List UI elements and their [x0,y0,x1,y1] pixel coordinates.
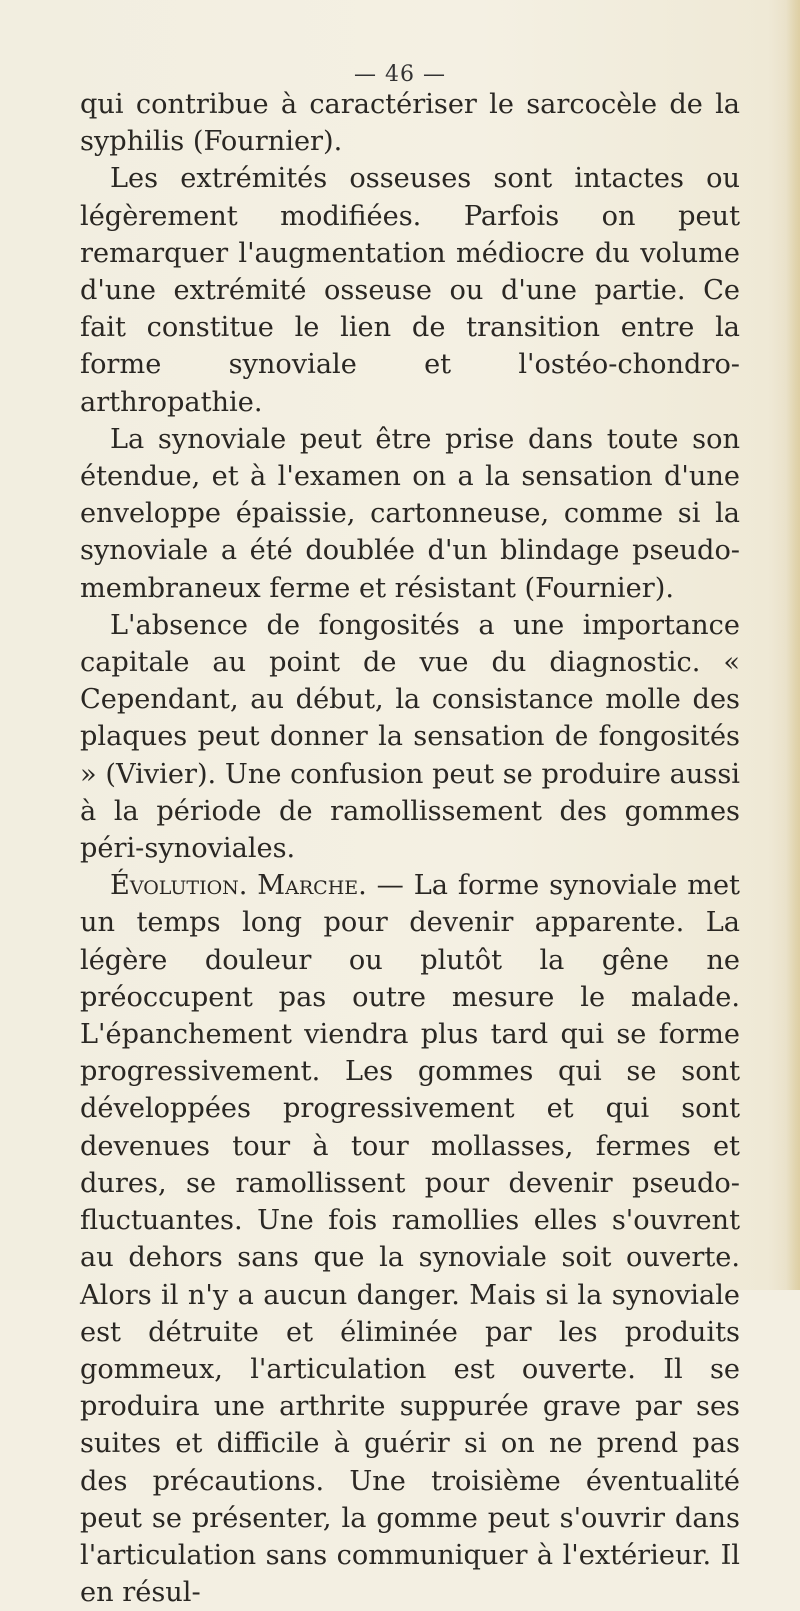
page-edge-shadow [786,0,800,1290]
paragraph-bone-extremities: Les extrémités osseuses sont intactes ou légèrement modifiées. Parfois on peut remarquer l'augmentation médiocre du volume d'une extrémité osseuse ou d'une partie. Ce fait constitue le lien de transition entre la forme synoviale et l'ostéo-chondro-arthropathie. [80,163,740,418]
paragraph-fungosities: L'absence de fongosités a une importance capitale au point de vue du diagnostic. « Cependant, au début, la consistance molle des plaques peut donner la sensation de fongosités » (Vivier). Une confusion peut se produire aussi à la période de ramollissement des gommes péri-synoviales. [80,609,740,865]
body-text [80,86,740,1611]
paragraph-evolution [80,867,740,1611]
paragraph-synovial-envelope: La synoviale peut être prise dans toute son étendue, et à l'examen on a la sensation d'une enveloppe épaissie, cartonneuse, comme si la synoviale a été doublée d'un blindage pseudo-membraneux ferme et résistant (Fournier). [80,423,740,604]
section-heading-evolution: Évolution. Marche. [110,870,367,902]
paragraph-evolution-text: — La forme synoviale met un temps long pour devenir apparente. La légère douleur ou plutôt la gêne ne préoccupent pas outre mesure le malade. L'épanchement viendra plus tard qui se forme progressivement. Les gommes qui se sont développées progressivement et qui sont devenues tour à tour mollasses, fermes et dures, se ramollissent pour devenir pseudo-fluctuantes. Une fois ramollies elles s'ouvrent au dehors sans que la synoviale soit ouverte. Alors il n'y a aucun danger. Mais si la synoviale est détruite et éliminée par les produits gommeux, l'articulation est ouverte. Il se produira une arthrite suppurée grave par ses suites et difficile à guérir si on ne prend pas des précautions. Une troisième éventualité peut se présenter, la gomme peut s'ouvrir dans l'articulation sans communiquer à l'extérieur. Il en résul- [80,870,740,1609]
paragraph-continuation: qui contribue à caractériser le sarcocèle de la syphilis (Fournier). [80,89,740,158]
page-number: — 46 — [354,62,446,87]
